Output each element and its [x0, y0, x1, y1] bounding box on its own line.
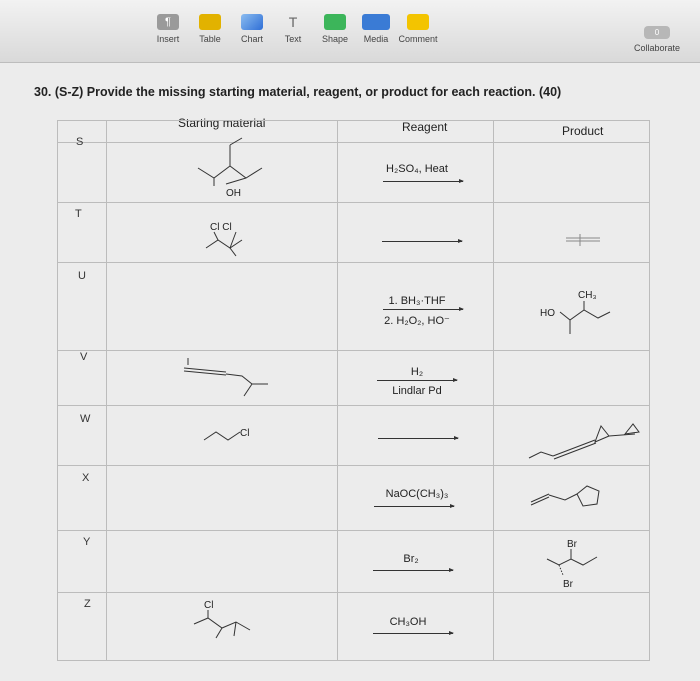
- reagent-x: NaOC(CH₃)₃: [385, 488, 449, 500]
- insert-button[interactable]: ¶ Insert: [156, 16, 180, 44]
- reagent-s: H₂SO₄, Heat: [386, 163, 448, 175]
- toolbar: [0, 0, 700, 63]
- structure-s-starting: [190, 140, 270, 200]
- media-icon: [362, 14, 390, 30]
- structure-t-product: [560, 228, 610, 253]
- collaborate-button[interactable]: 0 Collaborate: [633, 28, 680, 53]
- svg-text:Cl: Cl: [240, 428, 250, 439]
- table-icon: [199, 14, 221, 30]
- reaction-arrow-x: [374, 506, 454, 507]
- reagent-u-step1: 1. BH₃·THF: [388, 295, 446, 307]
- chart-icon: [241, 14, 263, 30]
- header-product: Product: [562, 124, 604, 138]
- reaction-arrow-y: [373, 570, 453, 571]
- header-starting-material: Starting material: [178, 116, 266, 130]
- row-label-y: Y: [83, 536, 91, 548]
- paragraph-icon: ¶: [157, 14, 179, 30]
- shape-icon: [324, 14, 346, 30]
- chart-button[interactable]: Chart: [227, 14, 277, 44]
- svg-text:HO: HO: [540, 308, 555, 319]
- comment-icon: [407, 14, 429, 30]
- media-button[interactable]: Media: [351, 14, 401, 44]
- reagent-v-top: H₂: [410, 366, 424, 378]
- row-label-v: V: [80, 351, 88, 363]
- reaction-arrow-u: [383, 309, 463, 310]
- reaction-arrow-s: [383, 181, 463, 182]
- reaction-arrow-v: [377, 380, 457, 381]
- structure-y-product: [545, 535, 615, 590]
- reaction-arrow-t: [382, 241, 462, 242]
- structure-w-starting: [200, 418, 270, 448]
- reagent-y: Br₂: [403, 553, 419, 565]
- structure-u-product: [540, 286, 620, 341]
- structure-x-product: [525, 478, 645, 523]
- reaction-arrow-w: [378, 438, 458, 439]
- svg-text:Br: Br: [563, 579, 573, 590]
- svg-text:OH: OH: [226, 188, 241, 199]
- header-reagent: Reagent: [402, 120, 448, 134]
- structure-t-starting: [200, 216, 260, 261]
- reagent-v-bottom: Lindlar Pd: [392, 385, 442, 397]
- row-label-t: T: [75, 208, 82, 220]
- structure-z-starting: [190, 598, 260, 648]
- table-button[interactable]: Table: [185, 14, 235, 44]
- comment-button[interactable]: Comment: [393, 14, 443, 44]
- collaborate-icon: 0: [644, 26, 670, 39]
- row-label-u: U: [78, 270, 86, 282]
- svg-text:CH₃: CH₃: [578, 290, 597, 301]
- text-button[interactable]: T Text: [268, 14, 318, 44]
- structure-v-starting: [180, 354, 270, 399]
- text-icon: T: [288, 14, 298, 30]
- svg-text:Cl: Cl: [204, 600, 214, 611]
- row-label-w: W: [80, 413, 91, 425]
- reagent-u-step2: 2. H₂O₂, HO⁻: [384, 315, 450, 327]
- reaction-arrow-z: [373, 633, 453, 634]
- shape-button[interactable]: Shape: [310, 14, 360, 44]
- row-label-z: Z: [84, 598, 91, 610]
- svg-text:Cl Cl: Cl Cl: [210, 222, 232, 233]
- svg-text:Br: Br: [567, 539, 577, 550]
- question-text: 30. (S-Z) Provide the missing starting material, reagent, or product for each reaction. (40): [34, 85, 562, 99]
- structure-w-product: [525, 418, 645, 468]
- reagent-z: CH₃OH: [389, 616, 427, 628]
- row-label-s: S: [76, 136, 84, 148]
- row-label-x: X: [82, 472, 90, 484]
